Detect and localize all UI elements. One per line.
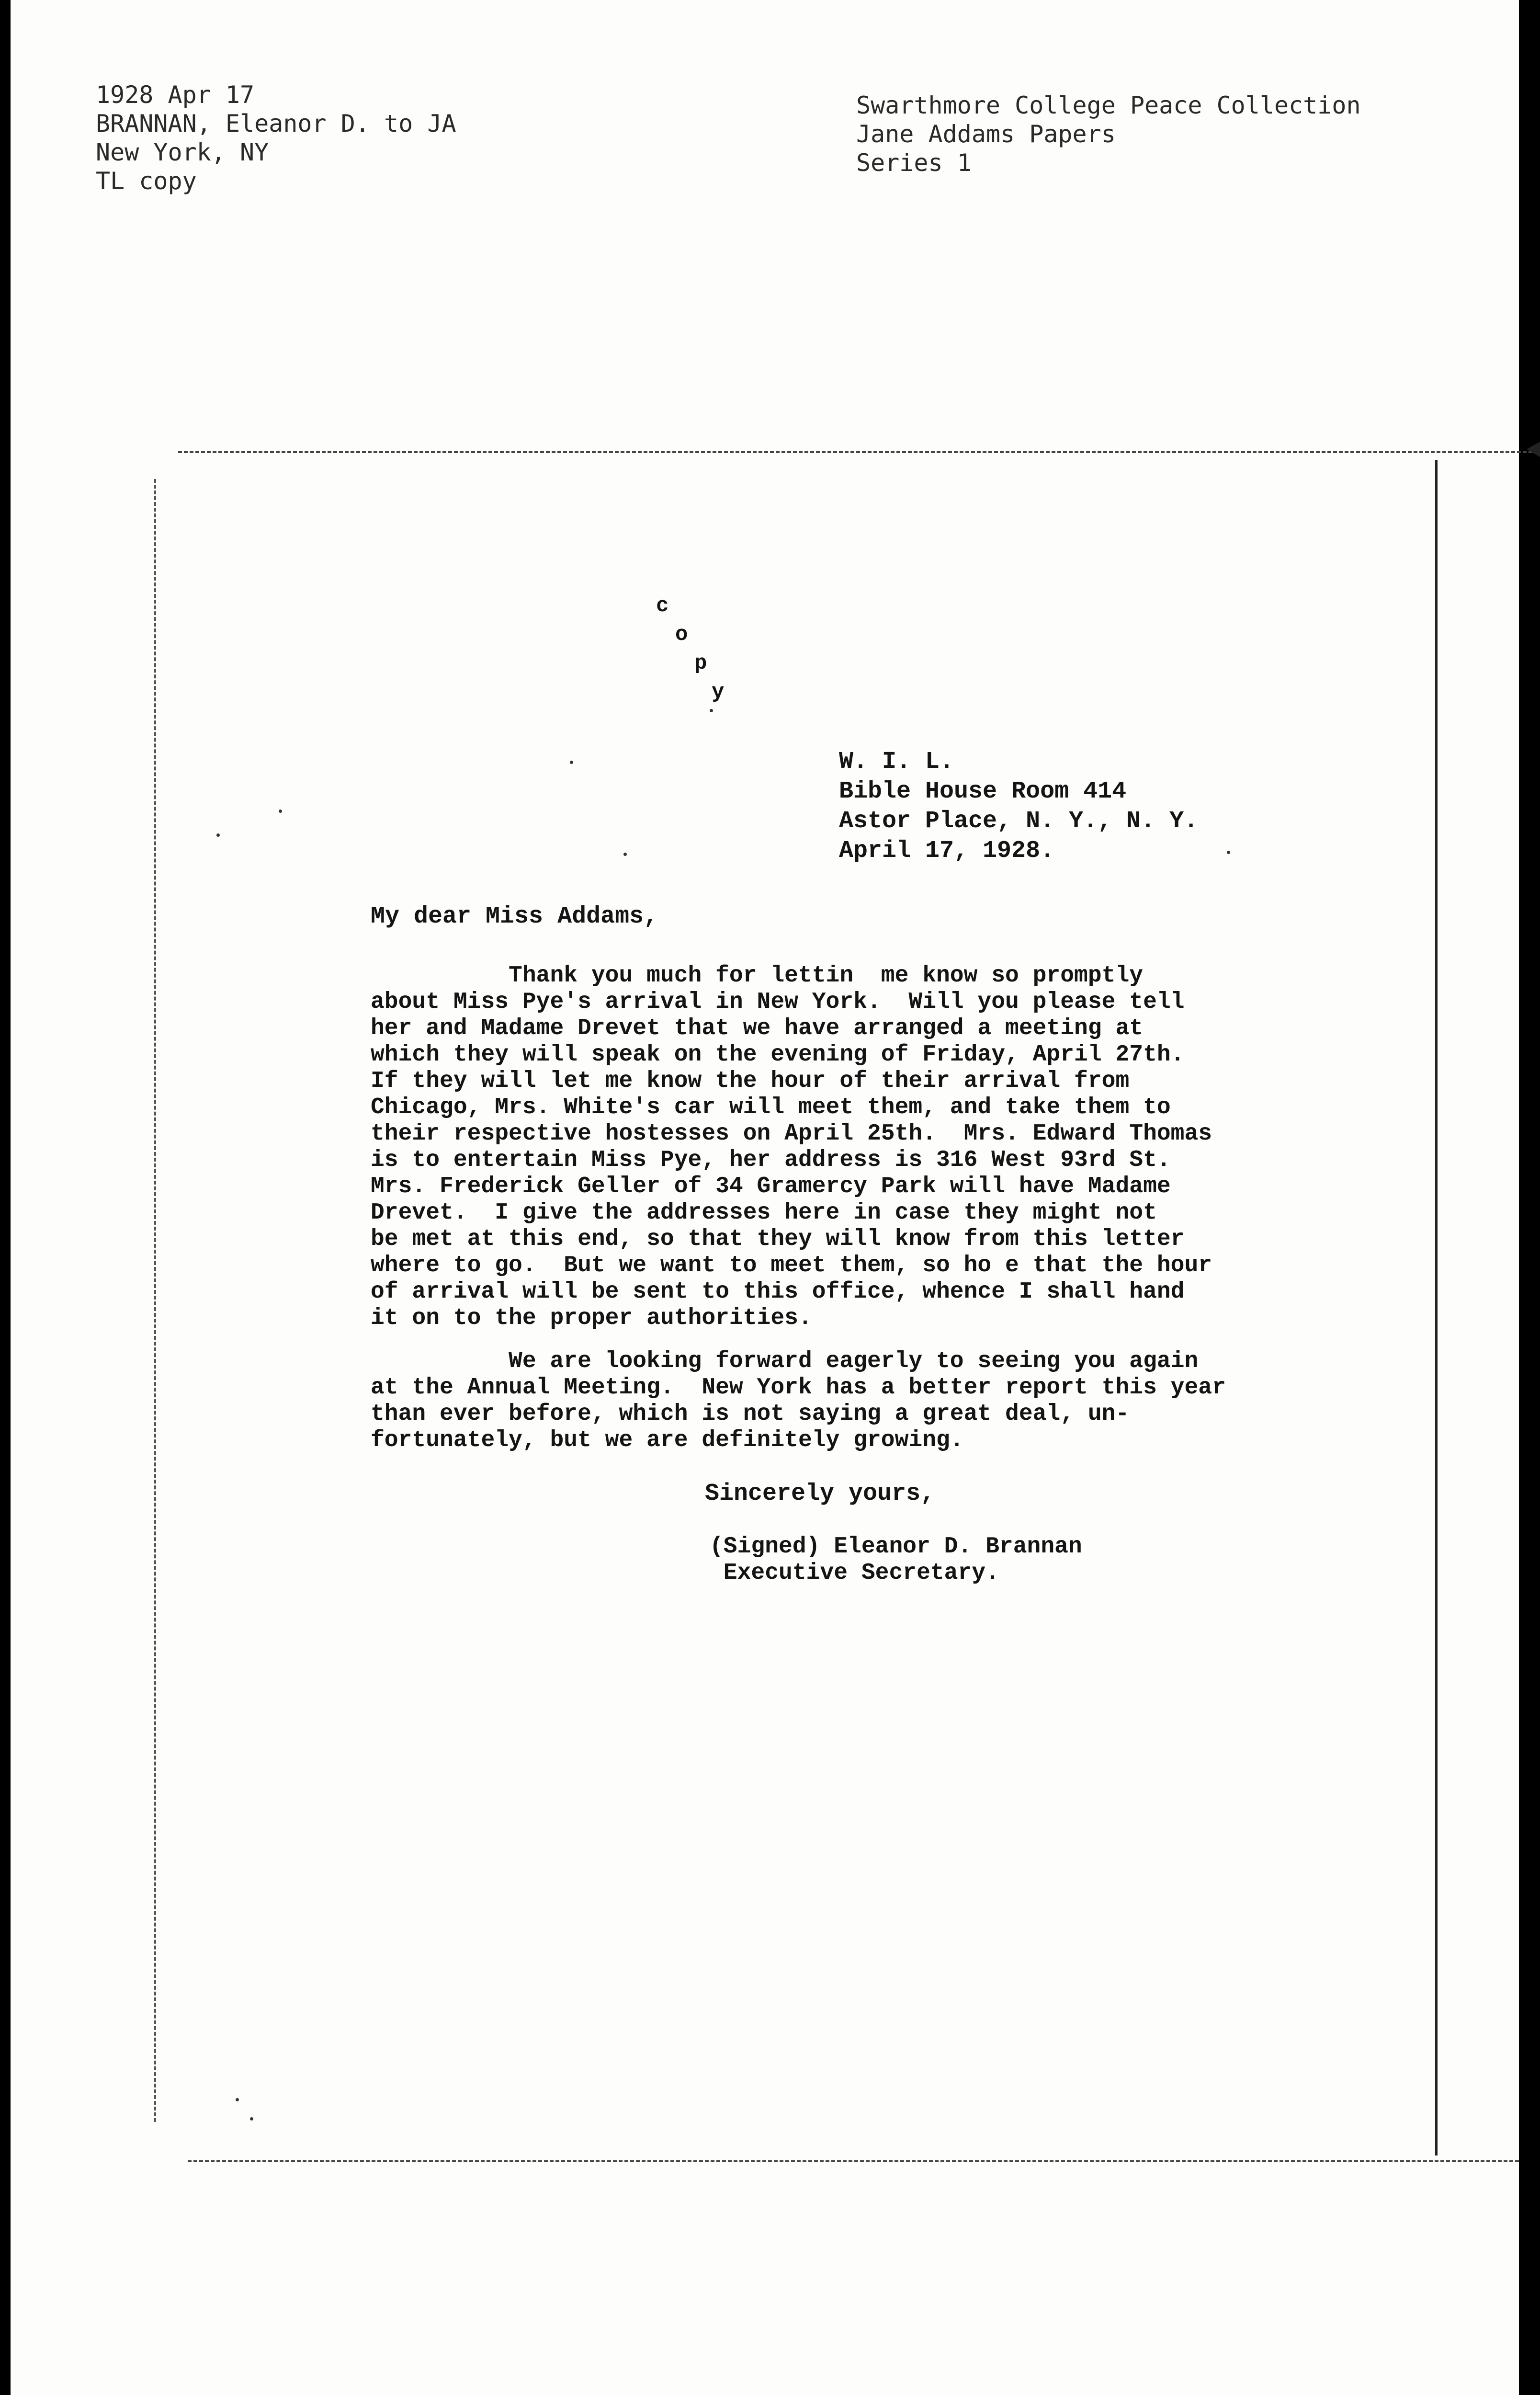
scan-speck — [250, 2117, 253, 2121]
scan-speck — [623, 853, 627, 856]
archive-doc-type: TL copy — [96, 167, 197, 195]
letter-date: April 17, 1928. — [839, 837, 1055, 865]
archive-header — [96, 80, 456, 195]
scan-frame-top — [178, 451, 1540, 453]
scan-speck — [570, 761, 573, 764]
sender-address — [839, 747, 1198, 866]
body-paragraph — [371, 1348, 1226, 1454]
body-line: where to go. But we want to meet them, so ho e that the hour — [371, 1253, 1212, 1278]
body-line: Chicago, Mrs. White's car will meet them, and take them to — [371, 1095, 1171, 1120]
copy-mark-letter: p — [694, 651, 707, 675]
body-line: If they will let me know the hour of their arrival from — [371, 1068, 1130, 1094]
archive-date: 1928 Apr 17 — [96, 81, 255, 109]
signature-block — [710, 1534, 1082, 1586]
collection-name: Swarthmore College Peace Collection — [856, 91, 1361, 119]
copy-mark-letter: c — [656, 594, 669, 618]
salutation: My dear Miss Addams, — [371, 903, 658, 930]
body-line: about Miss Pye's arrival in New York. Will you please tell — [371, 989, 1185, 1015]
body-line: which they will speak on the evening of Friday, April 27th. — [371, 1042, 1185, 1068]
sender-city: Astor Place, N. Y., N. Y. — [839, 808, 1199, 835]
body-line: it on to the proper authorities. — [371, 1305, 812, 1331]
sender-building: Bible House Room 414 — [839, 778, 1127, 805]
closing: Sincerely yours, — [705, 1480, 935, 1507]
body-line: at the Annual Meeting. New York has a better report this year — [371, 1375, 1226, 1401]
scan-speck — [216, 833, 220, 837]
collection-papers: Jane Addams Papers — [856, 120, 1116, 148]
body-line: We are looking forward eagerly to seeing you again — [371, 1348, 1199, 1374]
scan-speck — [279, 810, 282, 813]
document-page — [11, 0, 1519, 2395]
body-line: be met at this end, so that they will know from this letter — [371, 1226, 1185, 1252]
scan-speck — [710, 709, 713, 712]
signature-name: (Signed) Eleanor D. Brannan — [710, 1534, 1082, 1560]
collection-series: Series 1 — [856, 149, 972, 177]
scan-frame-bottom — [188, 2160, 1519, 2162]
scan-frame-right — [1435, 460, 1438, 2156]
archive-correspondents: BRANNAN, Eleanor D. to JA — [96, 110, 456, 137]
copy-mark-letter: y — [712, 680, 725, 704]
scan-edge-mark — [1527, 442, 1540, 457]
collection-header — [856, 91, 1361, 177]
scan-speck — [1227, 851, 1230, 854]
sender-org: W. I. L. — [839, 748, 954, 776]
body-line: their respective hostesses on April 25th. Mrs. Edward Thomas — [371, 1121, 1212, 1147]
body-line: Drevet. I give the addresses here in case they might not — [371, 1200, 1157, 1226]
scan-speck — [236, 2098, 239, 2101]
body-line: fortunately, but we are definitely growing. — [371, 1427, 964, 1453]
body-line: of arrival will be sent to this office, whence I shall hand — [371, 1279, 1185, 1305]
body-line: her and Madame Drevet that we have arranged a meeting at — [371, 1015, 1144, 1041]
body-line: Mrs. Frederick Geller of 34 Gramercy Park will have Madame — [371, 1174, 1171, 1199]
body-paragraph — [371, 963, 1212, 1332]
signature-title: Executive Secretary. — [710, 1560, 999, 1586]
archive-location: New York, NY — [96, 138, 269, 166]
scan-frame-left — [154, 479, 156, 2122]
body-line: is to entertain Miss Pye, her address is 316 West 93rd St. — [371, 1147, 1171, 1173]
copy-mark-letter: o — [675, 623, 688, 647]
body-line: than ever before, which is not saying a great deal, un- — [371, 1401, 1130, 1427]
body-line: Thank you much for lettin me know so promptly — [371, 963, 1144, 989]
